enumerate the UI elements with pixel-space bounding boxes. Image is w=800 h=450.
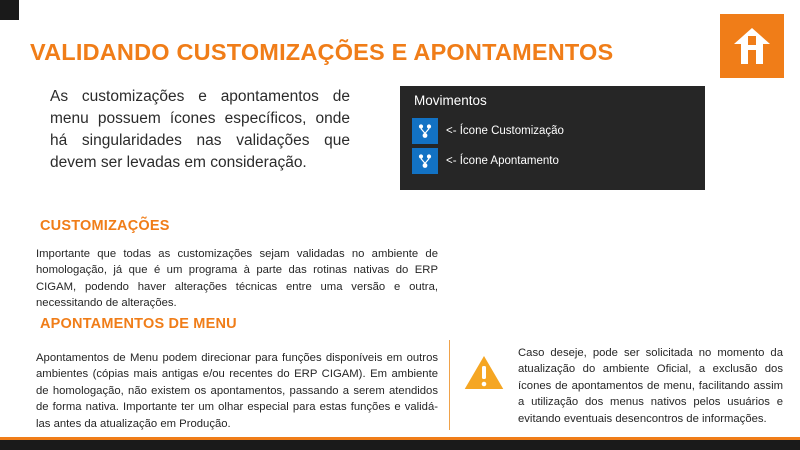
intro-paragraph: As customizações e apontamentos de menu possuem ícones específicos, onde há singularidades nas validações que devem ser levadas em consideração. xyxy=(50,88,350,171)
panel-row xyxy=(412,118,564,144)
house-logo-icon xyxy=(732,26,772,66)
movimentos-panel xyxy=(400,86,705,190)
customization-node-icon xyxy=(412,118,438,144)
note-text: Caso deseje, pode ser solicitada no momento da atualização do ambiente Oficial, a exclusão dos ícones de apontamentos de menu, facilitando assim a utilização dos menus nativos pelos usuários e evitando eventuais desencontros de informações. xyxy=(518,347,783,425)
page-title: VALIDANDO CUSTOMIZAÇÕES E APONTAMENTOS xyxy=(30,39,614,65)
section-heading-customizacoes: CUSTOMIZAÇÕES xyxy=(40,218,170,234)
warning-triangle-glyph xyxy=(462,352,506,392)
apontamento-node-icon xyxy=(412,148,438,174)
panel-row xyxy=(412,148,559,174)
node-graph-glyph xyxy=(416,122,434,140)
section-text-customizacoes: Importante que todas as customizações sejam validadas no ambiente de homologação, já que é um programa à parte das rotinas nativas do ERP CIGAM, podendo haver alterações técnicas entre uma versão e outra, necessitando de alterações. xyxy=(36,248,438,310)
footer-bar xyxy=(0,440,800,450)
cigam-house-logo xyxy=(720,14,784,78)
panel-row-label: <- Ícone Customização xyxy=(446,125,564,137)
warning-triangle-icon xyxy=(462,352,506,392)
node-graph-glyph xyxy=(416,152,434,170)
note-divider xyxy=(449,340,450,430)
panel-row-label: <- Ícone Apontamento xyxy=(446,155,559,167)
panel-title: Movimentos xyxy=(414,93,487,108)
section-text-apontamentos: Apontamentos de Menu podem direcionar para funções disponíveis em outros ambientes (cópias mais antigas e/ou recentes do ERP CIGAM). Em ambiente de homologação, não existem os apontamentos, passando a serem atendidos de forma nativa. Importante ter um olhar especial para estas funções e validá-las antes da atualização em Produção. xyxy=(36,352,438,430)
corner-accent-block xyxy=(0,0,19,20)
section-heading-apontamentos: APONTAMENTOS DE MENU xyxy=(40,316,237,332)
